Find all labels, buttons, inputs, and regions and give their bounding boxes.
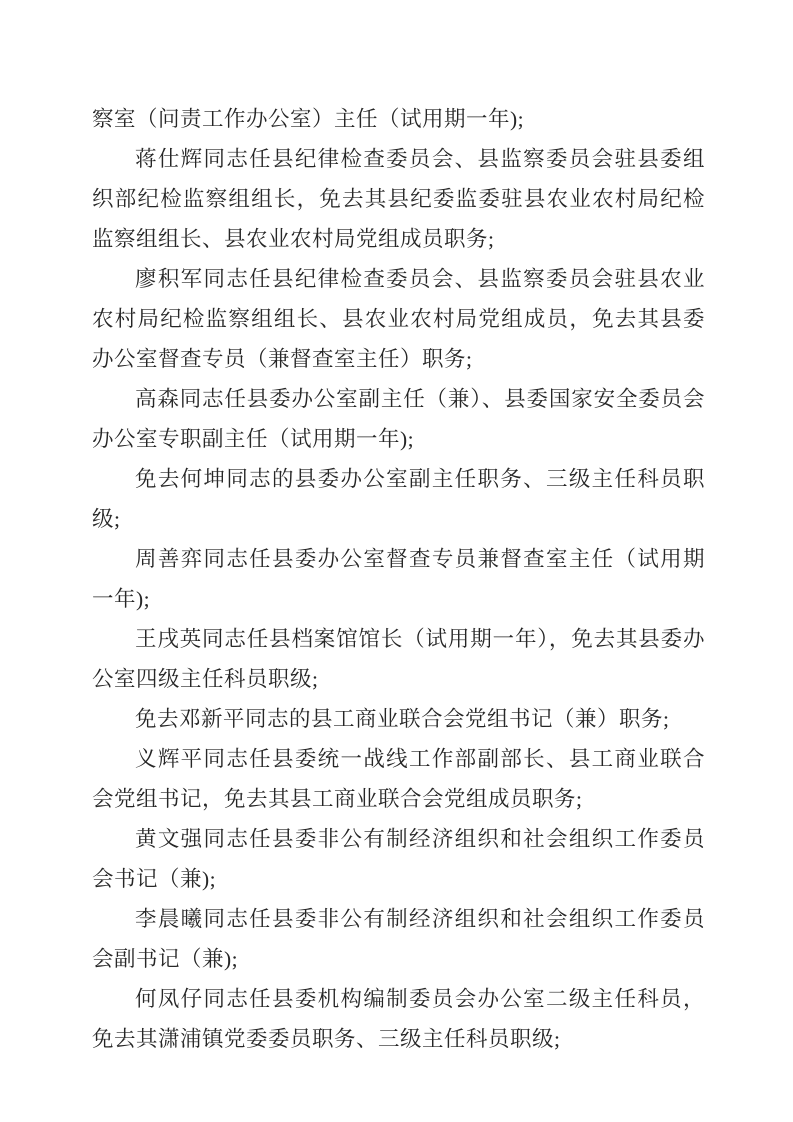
paragraph-continuation: 察室（问责工作办公室）主任（试用期一年); (92, 107, 525, 131)
paragraph-appointment: 李晨曦同志任县委非公有制经济组织和社会组织工作委员会副书记（兼); (92, 907, 705, 971)
paragraph-appointment: 义辉平同志任县委统一战线工作部副部长、县工商业联合会党组书记，免去其县工商业联合会党组成员职务; (92, 747, 705, 811)
paragraph-removal: 免去何坤同志的县委办公室副主任职务、三级主任科员职级; (92, 467, 705, 531)
paragraph-appointment: 廖积军同志任县纪律检查委员会、县监察委员会驻县农业农村局纪检监察组组长、县农业农村局党组成员，免去其县委办公室督查专员（兼督查室主任）职务; (92, 267, 705, 371)
document-page (92, 99, 705, 1059)
paragraph-appointment: 何凤仔同志任县委机构编制委员会办公室二级主任科员，免去其潇浦镇党委委员职务、三级主任科员职级; (92, 987, 705, 1051)
paragraph-appointment: 周善弈同志任县委办公室督查专员兼督查室主任（试用期一年); (92, 547, 705, 611)
paragraph-appointment: 王戌英同志任县档案馆馆长（试用期一年），免去其县委办公室四级主任科员职级; (92, 627, 705, 691)
paragraph-appointment: 蒋仕辉同志任县纪律检查委员会、县监察委员会驻县委组织部纪检监察组组长，免去其县纪委监委驻县农业农村局纪检监察组组长、县农业农村局党组成员职务; (92, 147, 705, 251)
paragraph-appointment: 黄文强同志任县委非公有制经济组织和社会组织工作委员会书记（兼); (92, 827, 705, 891)
paragraph-appointment: 高森同志任县委办公室副主任（兼）、县委国家安全委员会办公室专职副主任（试用期一年); (92, 387, 705, 451)
paragraph-removal: 免去邓新平同志的县工商业联合会党组书记（兼）职务; (135, 707, 670, 731)
